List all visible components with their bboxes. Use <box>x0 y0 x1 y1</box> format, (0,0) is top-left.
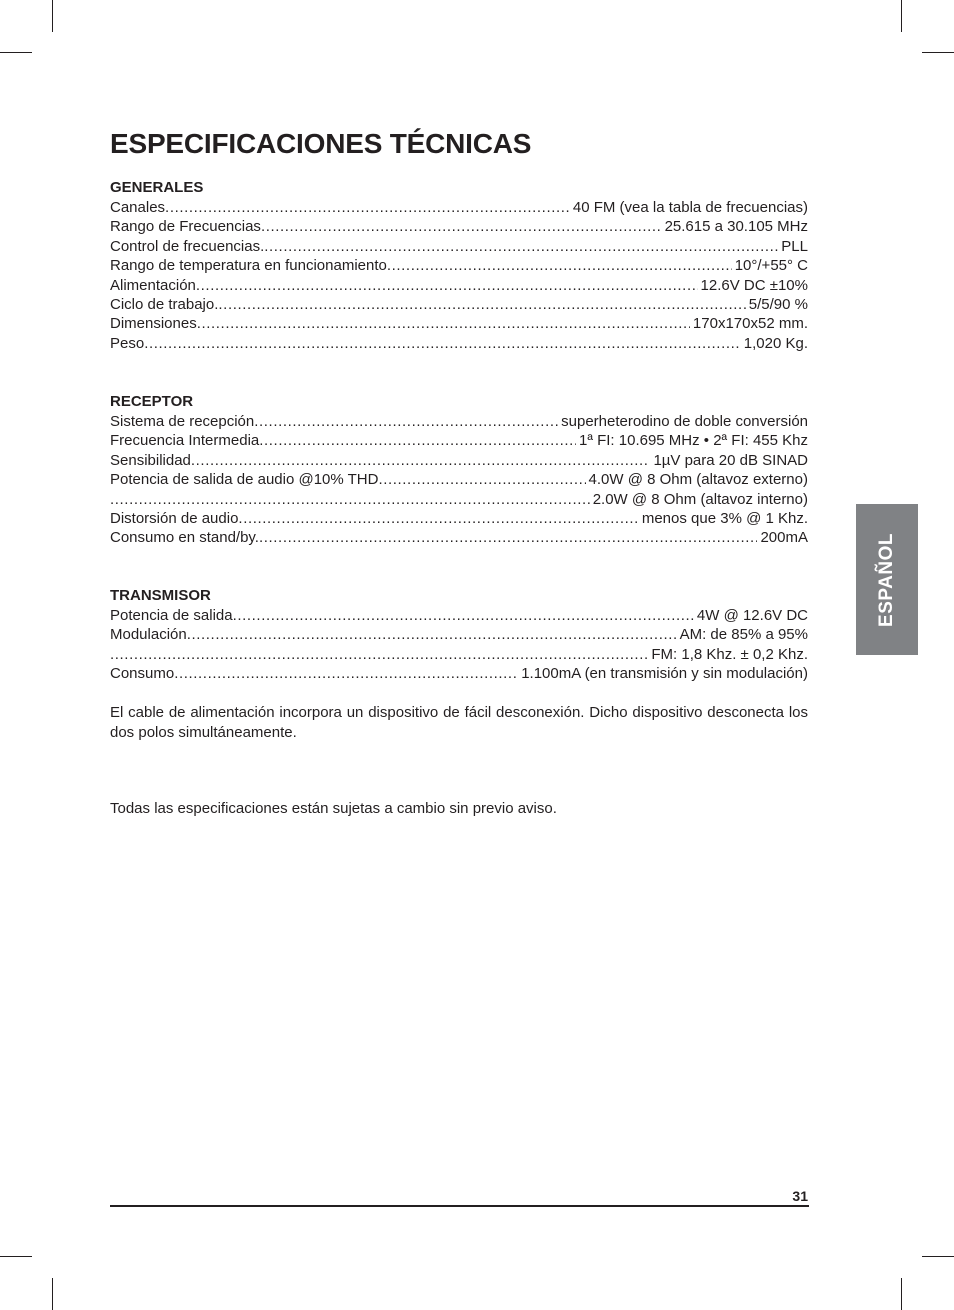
spec-label: Potencia de salida de audio @10% THD <box>110 471 379 489</box>
spec-value: 170x170x52 mm. <box>692 315 808 333</box>
dot-leader <box>233 606 694 625</box>
dot-leader <box>191 451 651 470</box>
dot-leader <box>197 314 690 333</box>
dot-leader <box>144 334 741 353</box>
spec-value: 200mA <box>760 529 808 547</box>
spec-value: superheterodino de doble conversión <box>561 413 808 430</box>
spec-row <box>110 256 808 275</box>
spec-value: 1ª FI: 10.695 MHz • 2ª FI: 455 Khz <box>579 432 808 450</box>
spec-value: AM: de 85% a 95% <box>679 626 808 644</box>
spec-label: Consumo <box>110 665 175 683</box>
spec-value: 4W @ 12.6V DC <box>696 607 808 624</box>
dot-leader <box>264 237 778 256</box>
spec-label: Rango de temperatura en funcionamiento <box>110 257 387 275</box>
spec-value: 4.0W @ 8 Ohm (altavoz externo) <box>588 471 808 489</box>
section-generales <box>110 178 808 353</box>
dot-leader <box>259 431 576 450</box>
spec-label: Consumo en stand/by. <box>110 529 259 547</box>
crop-mark-bottom-right-vertical <box>901 1278 902 1310</box>
spec-value: 10°/+55° C <box>734 257 808 275</box>
spec-value: PLL <box>781 237 808 255</box>
spec-row <box>110 490 808 509</box>
crop-mark-top-right-horizontal <box>922 52 954 53</box>
section-heading: RECEPTOR <box>110 393 194 410</box>
spec-row <box>110 237 808 256</box>
section-heading: TRANSMISOR <box>110 587 211 604</box>
dot-leader <box>187 625 677 644</box>
spec-row <box>110 470 808 489</box>
dot-leader <box>254 412 558 431</box>
spec-value: 12.6V DC ±10% <box>700 276 808 294</box>
spec-value: 25.615 a 30.105 MHz <box>664 218 808 236</box>
dot-leader <box>110 490 590 509</box>
spec-value: FM: 1,8 Khz. ± 0,2 Khz. <box>651 645 808 663</box>
language-side-tab-label: ESPAÑOL <box>876 532 897 627</box>
spec-label: Peso <box>110 334 145 352</box>
spec-value: 1µV para 20 dB SINAD <box>653 451 808 469</box>
crop-mark-top-left-horizontal <box>0 52 32 53</box>
spec-value: 2.0W @ 8 Ohm (altavoz interno) <box>592 490 808 508</box>
spec-label: Potencia de salida <box>110 607 233 624</box>
spec-value: 1,020 Kg. <box>743 334 808 352</box>
spec-label: Dimensiones <box>110 315 197 333</box>
section-receptor <box>110 392 808 548</box>
dot-leader <box>218 295 745 314</box>
spec-label: Modulación <box>110 626 187 644</box>
spec-row <box>110 217 808 236</box>
crop-mark-top-right-vertical <box>901 0 902 32</box>
spec-label: Sistema de recepción <box>110 413 255 430</box>
crop-mark-top-left-vertical <box>52 0 53 32</box>
spec-row <box>110 625 808 644</box>
spec-row <box>110 314 808 333</box>
spec-row <box>110 509 808 528</box>
dot-leader <box>387 256 732 275</box>
spec-row <box>110 295 808 314</box>
spec-row <box>110 431 808 450</box>
spec-label: Canales <box>110 199 166 216</box>
footer-rule <box>110 1205 809 1207</box>
page-number: 31 <box>792 1188 808 1204</box>
spec-label: Alimentación <box>110 276 196 294</box>
section-transmisor <box>110 586 808 684</box>
spec-row <box>110 606 808 625</box>
crop-mark-bottom-left-vertical <box>52 1278 53 1310</box>
disclaimer: Todas las especificaciones están sujetas a cambio sin previo aviso. <box>110 800 557 817</box>
spec-row <box>110 451 808 470</box>
spec-value: menos que 3% @ 1 Khz. <box>641 509 808 527</box>
dot-leader <box>238 509 638 528</box>
dot-leader <box>165 198 570 217</box>
dot-leader <box>196 276 698 295</box>
spec-label: Control de frecuencias. <box>110 237 265 255</box>
spec-value: 1.100mA (en transmisión y sin modulación) <box>521 665 808 683</box>
dot-leader <box>378 470 585 489</box>
section-heading: GENERALES <box>110 179 204 196</box>
spec-row <box>110 198 808 217</box>
spec-label: Distorsión de audio <box>110 509 239 527</box>
spec-label: Ciclo de trabajo. <box>110 295 219 313</box>
spec-label: Rango de Frecuencias <box>110 218 261 236</box>
crop-mark-bottom-left-horizontal <box>0 1256 32 1257</box>
spec-row <box>110 645 808 664</box>
power-cable-note: El cable de alimentación incorpora un dispositivo de fácil desconexión. Dicho dispositivo desconecta los dos polos simultáneamente. <box>110 704 808 741</box>
spec-value: 5/5/90 % <box>748 295 808 313</box>
spec-row <box>110 276 808 295</box>
language-side-tab <box>856 504 918 655</box>
spec-row <box>110 528 808 547</box>
dot-leader <box>259 528 757 547</box>
dot-leader <box>110 645 648 664</box>
dot-leader <box>174 664 518 683</box>
spec-row <box>110 334 808 353</box>
spec-value: 40 FM (vea la tabla de frecuencias) <box>572 199 808 216</box>
spec-row <box>110 412 808 431</box>
dot-leader <box>261 217 662 236</box>
spec-label: Frecuencia Intermedia <box>110 432 260 450</box>
spec-label: Sensibilidad <box>110 451 191 469</box>
page-title: ESPECIFICACIONES TÉCNICAS <box>110 128 532 159</box>
crop-mark-bottom-right-horizontal <box>922 1256 954 1257</box>
spec-row <box>110 664 808 683</box>
